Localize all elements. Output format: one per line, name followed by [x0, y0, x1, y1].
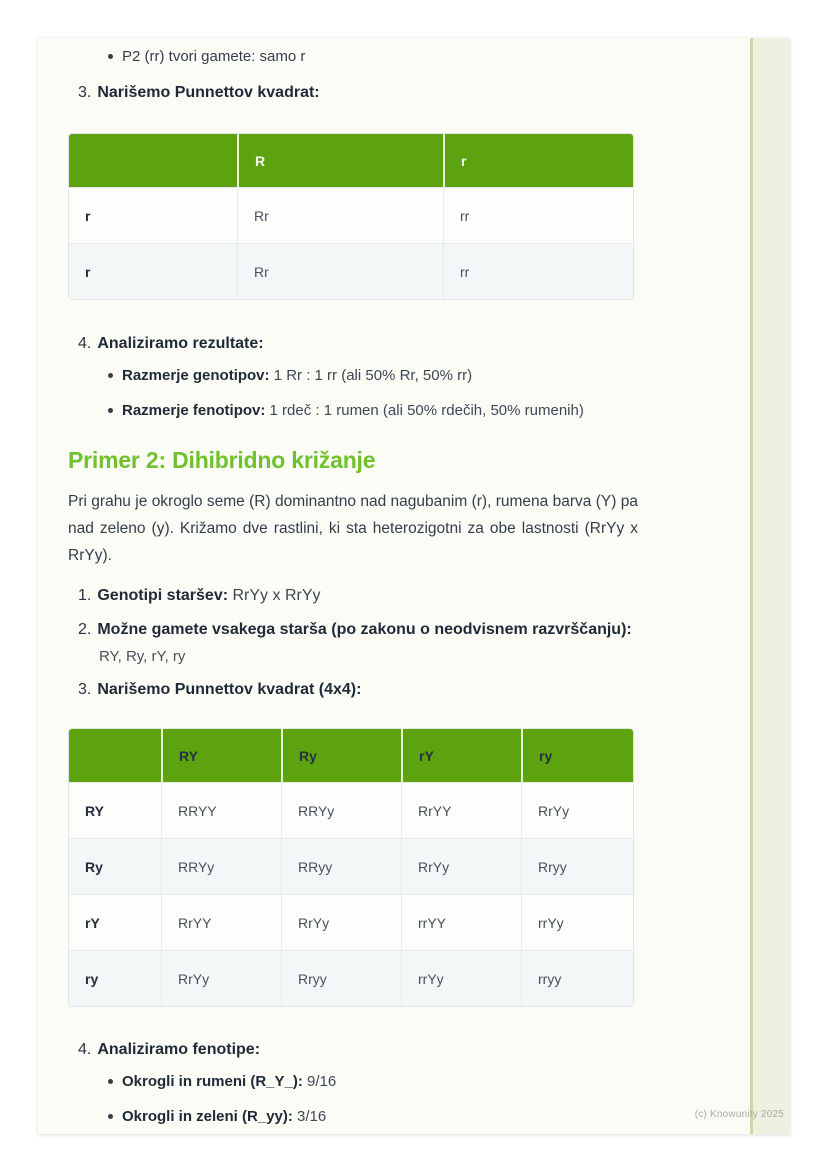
step-label: Narišemo Punnettov kvadrat (4x4): [97, 681, 362, 698]
definition: 9/16 [302, 1073, 337, 1090]
cell: rrYy [521, 894, 633, 950]
bullet-icon [108, 1114, 113, 1119]
cell: RrYy [521, 782, 633, 838]
term: Okrogli in rumeni (R_Y_): [122, 1073, 303, 1090]
header-cell: R [237, 134, 443, 187]
step-continuation: RY, Ry, rY, ry [99, 648, 186, 665]
numbered-step [68, 334, 640, 354]
row-label: r [69, 187, 237, 243]
numbered-step [68, 1040, 640, 1060]
list-item [68, 1107, 640, 1126]
bullet-icon [108, 408, 113, 413]
table-row [69, 782, 633, 838]
numbered-step-group [68, 620, 640, 667]
cell: RrYY [401, 782, 521, 838]
cell: rryy [521, 950, 633, 1006]
term: Razmerje fenotipov: [122, 402, 266, 419]
punnett-table-4x4 [68, 728, 634, 1007]
table-row [69, 838, 633, 894]
cell: Rryy [281, 950, 401, 1006]
definition: 1 Rr : 1 rr (ali 50% Rr, 50% rr) [269, 367, 473, 384]
step-label: Genotipi staršev: [97, 587, 229, 604]
bullet-icon [108, 373, 113, 378]
table-header-row [69, 134, 633, 187]
cell: RRYY [161, 782, 281, 838]
bullet-icon [108, 54, 113, 59]
step-label: Možne gamete vsakega starša (po zakonu o neodvisnem razvrščanju): [97, 621, 632, 638]
bullet-icon [108, 1079, 113, 1084]
row-label: RY [69, 782, 161, 838]
header-cell: rY [401, 729, 521, 782]
header-cell: ry [521, 729, 633, 782]
step-number: 1. [78, 587, 92, 604]
numbered-step [68, 586, 640, 606]
bullet-list [68, 366, 640, 420]
list-item-text [122, 1072, 336, 1091]
cell: RrYY [161, 894, 281, 950]
accent-strip [750, 38, 790, 1134]
step-number: 3. [78, 84, 92, 101]
section-heading: Primer 2: Dihibridno križanje [68, 447, 376, 473]
cell: RrYy [401, 838, 521, 894]
document-page [38, 38, 790, 1134]
list-item-text [122, 1107, 326, 1126]
punnett-table-2x2 [68, 133, 634, 300]
row-label: r [69, 243, 237, 299]
cell: rrYY [401, 894, 521, 950]
cell: Rr [237, 187, 443, 243]
cell: RrYy [281, 894, 401, 950]
step-number: 3. [78, 681, 92, 698]
list-item-text [122, 401, 584, 420]
table-row [69, 950, 633, 1006]
numbered-step [68, 83, 640, 103]
step-label: Analiziramo fenotipe: [97, 1041, 261, 1058]
table-row [69, 187, 633, 243]
header-cell: Ry [281, 729, 401, 782]
step-label: Narišemo Punnettov kvadrat: [97, 84, 320, 101]
step-text [97, 586, 320, 606]
list-item-text: P2 (rr) tvori gamete: samo r [122, 48, 306, 65]
header-cell [69, 729, 161, 782]
cell: rr [443, 243, 633, 299]
footer-credit: (c) Knowunity 2025 [694, 1109, 784, 1120]
list-item-text [122, 366, 472, 385]
step-value: RrYy x RrYy [228, 587, 321, 604]
table-header-row [69, 729, 633, 782]
step-number: 2. [78, 621, 92, 638]
document-content [68, 38, 640, 1126]
step-label: Analiziramo rezultate: [97, 335, 264, 352]
definition: 3/16 [292, 1108, 327, 1125]
cell: RRYy [161, 838, 281, 894]
header-cell: r [443, 134, 633, 187]
table-row [69, 243, 633, 299]
cell: Rryy [521, 838, 633, 894]
cell: rr [443, 187, 633, 243]
list-item [68, 401, 640, 420]
term: Okrogli in zeleni (R_yy): [122, 1108, 293, 1125]
row-label: rY [69, 894, 161, 950]
row-label: ry [69, 950, 161, 1006]
numbered-step [68, 680, 640, 700]
definition: 1 rdeč : 1 rumen (ali 50% rdečih, 50% rumenih) [265, 402, 584, 419]
step-number: 4. [78, 335, 92, 352]
numbered-step [68, 620, 640, 640]
list-item [68, 366, 640, 385]
intro-paragraph: Pri grahu je okroglo seme (R) dominantno nad nagubanim (r), rumena barva (Y) pa nad zeleno (y). Križamo dve rastlini, ki sta heterozigotni za obe lastnosti (RrYy x RrYy). [68, 493, 638, 564]
list-item [68, 47, 640, 66]
cell: rrYy [401, 950, 521, 1006]
cell: RRyy [281, 838, 401, 894]
cell: RRYy [281, 782, 401, 838]
bullet-list [68, 1072, 640, 1126]
cell: Rr [237, 243, 443, 299]
header-cell [69, 134, 237, 187]
step-number: 4. [78, 1041, 92, 1058]
row-label: Ry [69, 838, 161, 894]
header-cell: RY [161, 729, 281, 782]
term: Razmerje genotipov: [122, 367, 270, 384]
list-item [68, 1072, 640, 1091]
table-row [69, 894, 633, 950]
cell: RrYy [161, 950, 281, 1006]
